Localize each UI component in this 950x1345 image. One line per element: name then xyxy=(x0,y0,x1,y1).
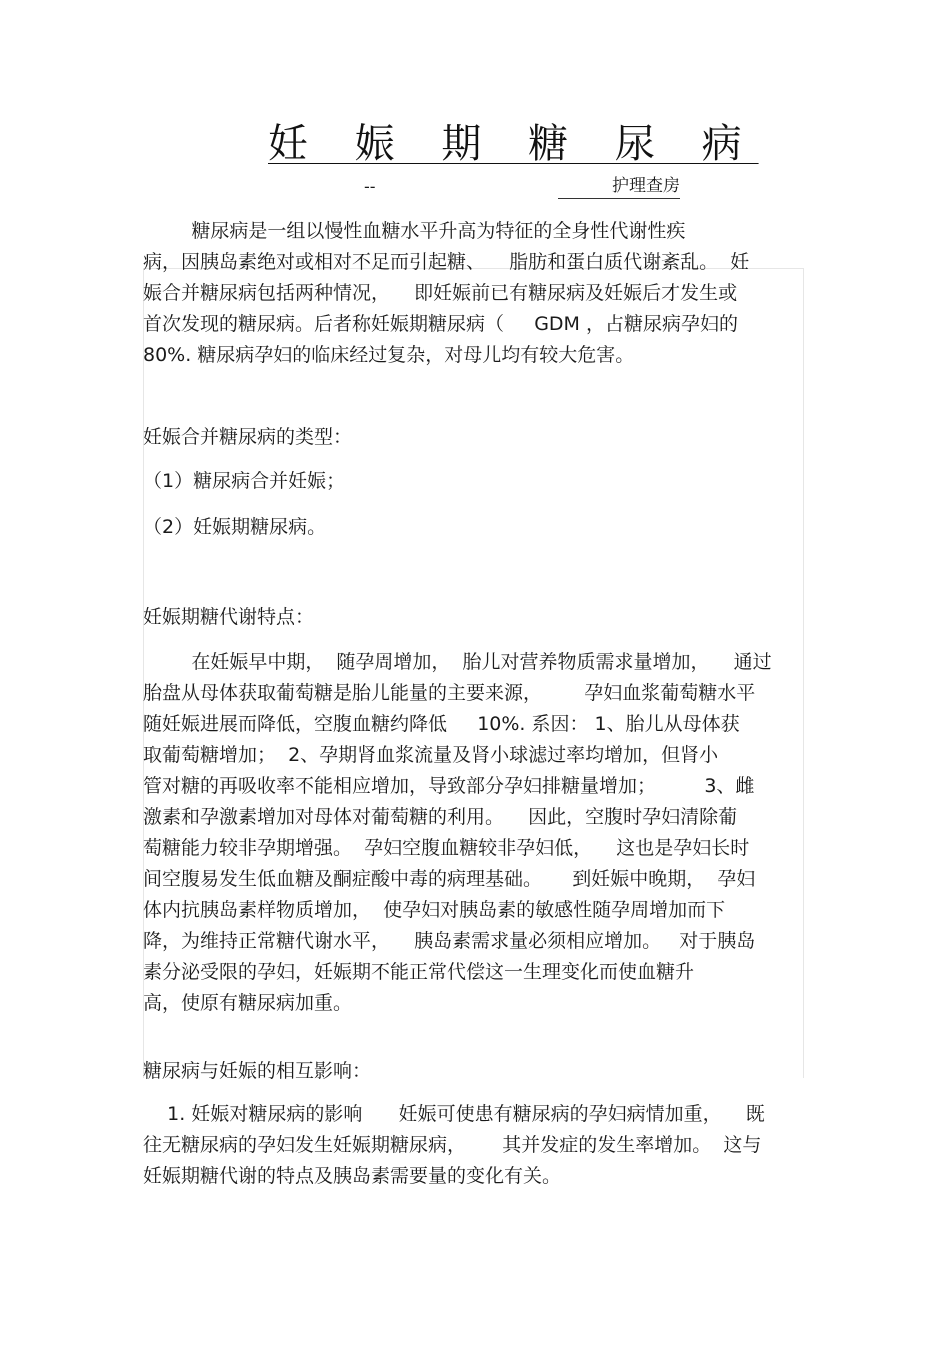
metabolism-line: 体内抗胰岛素样物质增加， 使孕妇对胰岛素的敏感性随孕周增加而下 xyxy=(143,899,726,921)
metabolism-line: 随妊娠进展而降低，空腹血糖约降低 10%. 系因： 1、胎儿从母体获 xyxy=(143,713,740,735)
interaction-line: 妊娠期糖代谢的特点及胰岛素需要量的变化有关。 xyxy=(143,1165,562,1187)
metabolism-line: 管对糖的再吸收率不能相应增加，导致部分孕妇排糖量增加； 3、雌 xyxy=(143,775,755,797)
interaction-line: 往无糖尿病的孕妇发生妊娠期糖尿病， 其并发症的发生率增加。 这与 xyxy=(143,1134,762,1156)
document-title: 妊 娠 期 糖 尿 病 xyxy=(268,121,759,167)
types-item-1: （1）糖尿病合并妊娠； xyxy=(143,470,346,492)
metabolism-line: 素分泌受限的孕妇，妊娠期不能正常代偿这一生理变化而使血糖升 xyxy=(143,961,695,983)
metabolism-line: 萄糖能力较非孕期增强。 孕妇空腹血糖较非孕妇低， 这也是孕妇长时 xyxy=(143,837,750,859)
metabolism-paragraph xyxy=(143,647,805,1019)
intro-paragraph xyxy=(143,216,805,371)
interaction-paragraph xyxy=(143,1099,805,1192)
intro-line: 病，因胰岛素绝对或相对不足而引起糖、 脂肪和蛋白质代谢紊乱。 妊 xyxy=(143,251,750,273)
intro-line: 娠合并糖尿病包括两种情况， 即妊娠前已有糖尿病及妊娠后才发生或 xyxy=(143,282,738,304)
metabolism-line: 降，为维持正常糖代谢水平， 胰岛素需求量必须相应增加。 对于胰岛 xyxy=(143,930,756,952)
subtitle-dash: -- xyxy=(364,177,376,196)
metabolism-line: 胎盘从母体获取葡萄糖是胎儿能量的主要来源， 孕妇血浆葡萄糖水平 xyxy=(143,682,756,704)
types-item-2: （2）妊娠期糖尿病。 xyxy=(143,516,327,538)
metabolism-line: 高，使原有糖尿病加重。 xyxy=(143,992,353,1014)
interaction-line: 1. 妊娠对糖尿病的影响 妊娠可使患有糖尿病的孕妇病情加重， 既 xyxy=(143,1103,765,1125)
metabolism-line: 间空腹易发生低血糖及酮症酸中毒的病理基础。 到妊娠中晚期， 孕妇 xyxy=(143,868,756,890)
intro-line: 糖尿病是一组以慢性血糖水平升高为特征的全身性代谢性疾 xyxy=(143,220,686,242)
types-heading: 妊娠合并糖尿病的类型： xyxy=(143,426,353,448)
interaction-heading: 糖尿病与妊娠的相互影响： xyxy=(143,1060,372,1082)
metabolism-heading: 妊娠期糖代谢特点： xyxy=(143,606,315,628)
intro-line: 首次发现的糖尿病。后者称妊娠期糖尿病（ GDM ，占糖尿病孕妇的 xyxy=(143,313,738,335)
intro-line: 80%. 糖尿病孕妇的临床经过复杂，对母儿均有较大危害。 xyxy=(143,344,635,366)
metabolism-line: 激素和孕激素增加对母体对葡萄糖的利用。 因此，空腹时孕妇清除葡 xyxy=(143,806,738,828)
document-subtitle: 护理查房 xyxy=(558,174,680,199)
metabolism-line: 在妊娠早中期， 随孕周增加， 胎儿对营养物质需求量增加， 通过 xyxy=(143,651,772,673)
metabolism-line: 取葡萄糖增加； 2、孕期肾血浆流量及肾小球滤过率均增加，但肾小 xyxy=(143,744,719,766)
